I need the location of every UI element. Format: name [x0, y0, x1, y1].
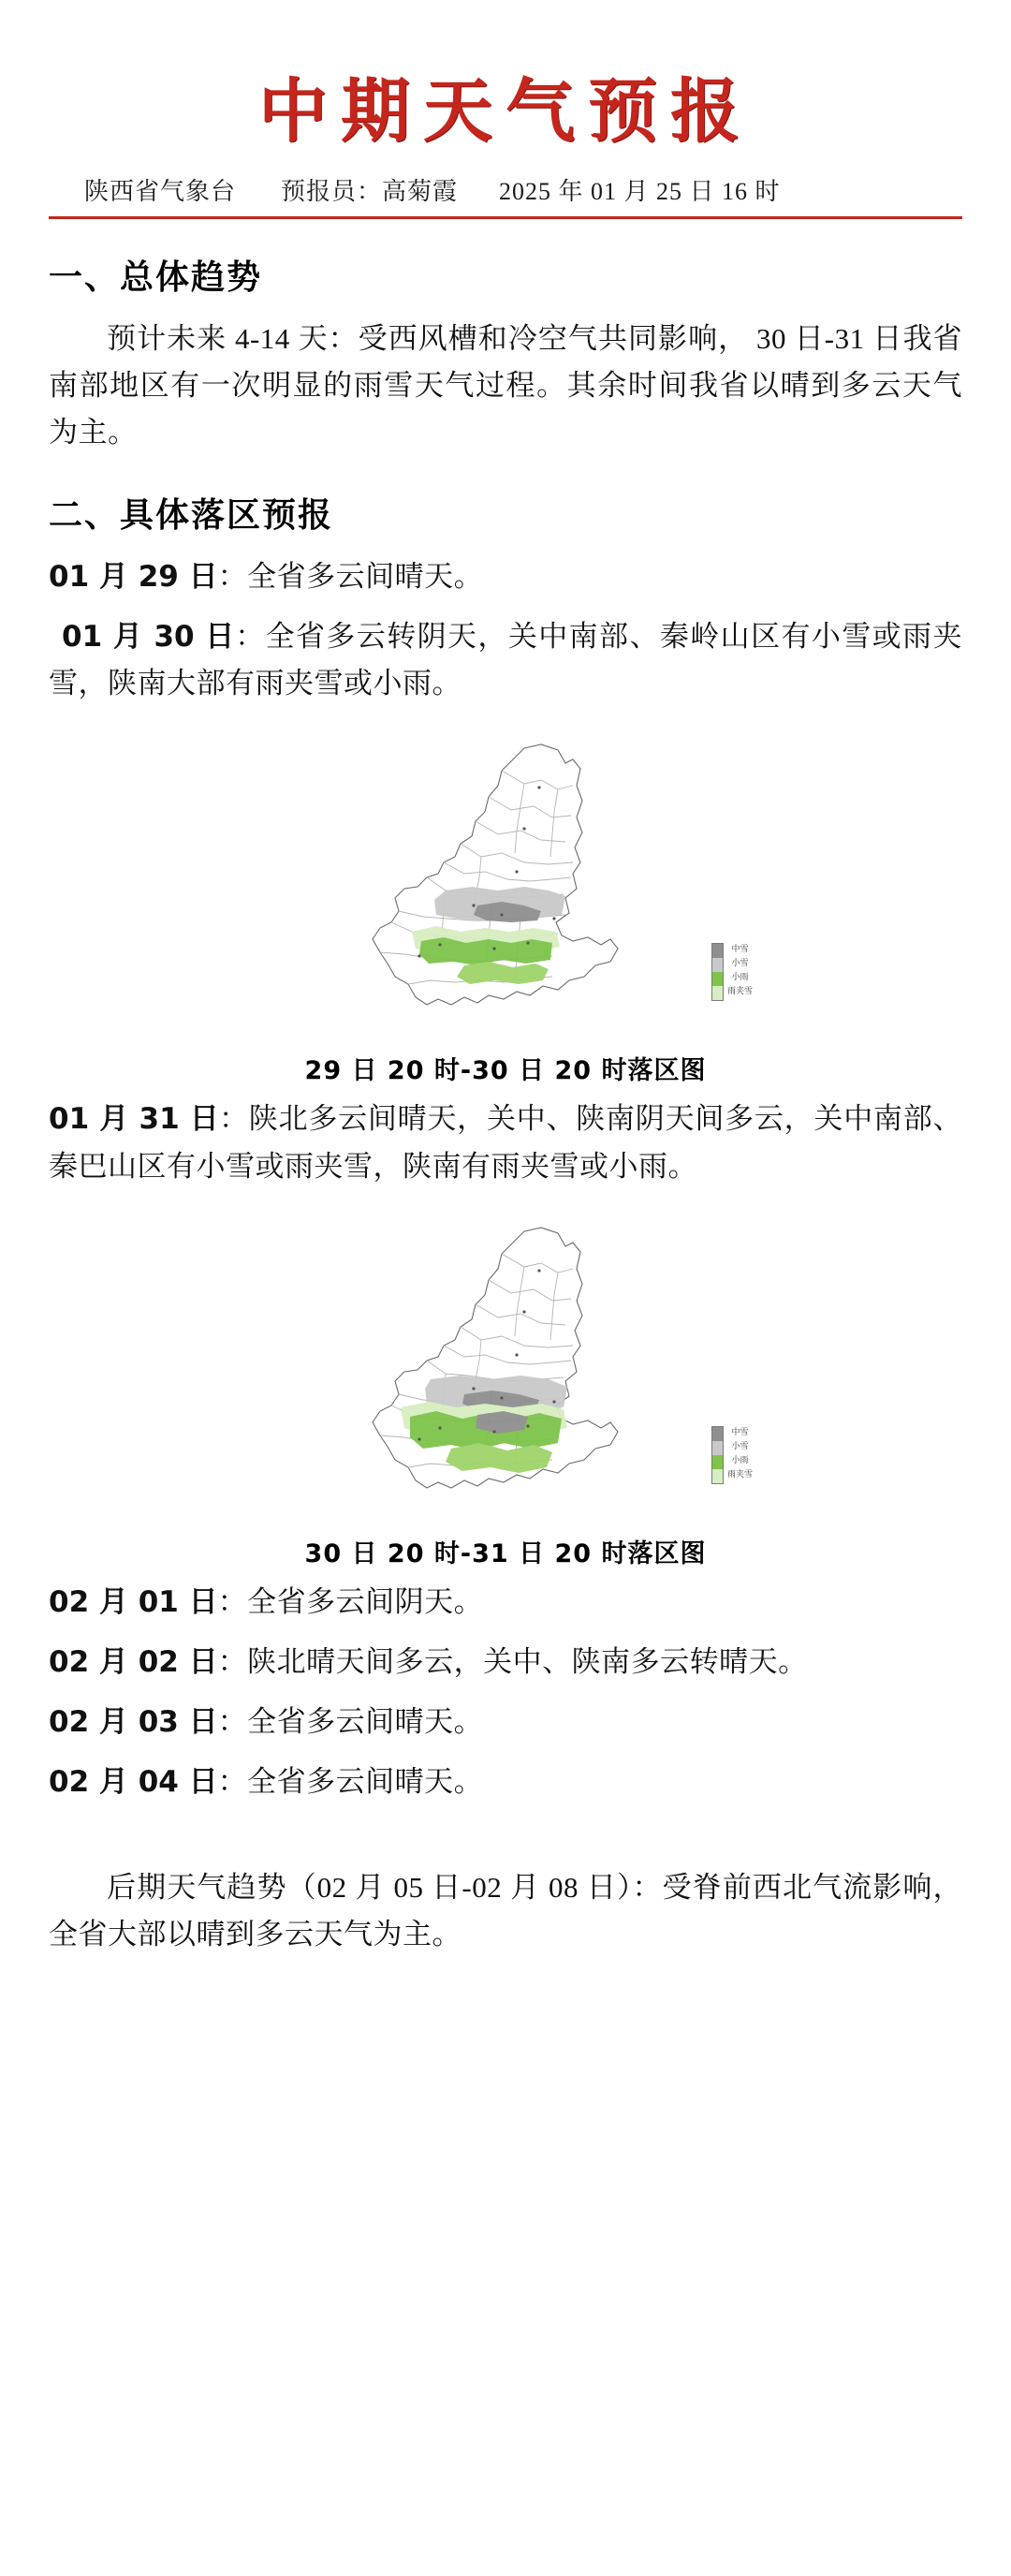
figure-precip-area-0129-0130	[49, 731, 962, 1086]
map-shaanxi-2	[243, 1214, 768, 1524]
section-heading-details: 二、具体落区预报	[49, 495, 334, 535]
issuing-organization: 陕西省气象台	[84, 178, 237, 205]
figure-caption-2: 30 日 20 时-31 日 20 时落区图	[304, 1538, 707, 1568]
section-heading-overview: 一、总体趋势	[49, 258, 263, 297]
spacer	[49, 1819, 962, 1864]
forecast-line-0130	[49, 613, 962, 707]
forecast-date-0129: 01 月 29 日	[49, 559, 218, 594]
forecast-date-0201: 02 月 01 日	[49, 1584, 218, 1619]
forecast-sep-0131: ：	[219, 1102, 249, 1136]
issue-timestamp: 2025 年 01 月 25 日 16 时	[499, 178, 781, 205]
forecast-date-0130: 01 月 30 日	[62, 619, 236, 654]
forecast-date-0203: 02 月 03 日	[49, 1705, 218, 1740]
legend-color-bar-2	[711, 1426, 724, 1484]
forecast-line-0204	[49, 1759, 962, 1805]
forecast-sep-0204: ：	[217, 1765, 248, 1799]
map-svg-2	[243, 1214, 768, 1524]
forecast-sep-0130: ：	[235, 619, 266, 653]
forecast-line-0129	[49, 553, 962, 600]
figure-precip-area-0130-0131	[49, 1214, 962, 1569]
forecast-line-0131	[49, 1096, 962, 1189]
byline	[49, 172, 962, 207]
legend-label-1-2: 小雨	[731, 973, 749, 983]
legend-label-1-3: 雨夹雪	[726, 987, 753, 997]
page-title: 中期天气预报	[258, 71, 753, 152]
legend-label-2-0: 中雪	[731, 1427, 749, 1437]
forecast-date-0131: 01 月 31 日	[49, 1102, 220, 1137]
forecast-text-0131: 陕北多云间晴天，关中、陕南阴天间多云，关中南部、秦巴山区有小雪或雨夹雪，陕南有雨夹雪或小雨。	[49, 1102, 963, 1183]
forecast-line-0202	[49, 1639, 962, 1685]
legend-2	[711, 1426, 753, 1484]
forecast-text-0129: 全省多云间晴天。	[247, 559, 484, 593]
legend-label-1-0: 中雪	[731, 945, 749, 955]
forecast-text-0204: 全省多云间晴天。	[247, 1765, 484, 1799]
legend-label-1-1: 小雪	[731, 959, 749, 969]
legend-label-2-2: 小雨	[731, 1455, 749, 1465]
legend-labels-1	[727, 943, 753, 999]
map-shaanxi-1	[243, 731, 768, 1040]
forecast-text-0201: 全省多云间阴天。	[247, 1584, 484, 1618]
forecast-sep-0201: ：	[217, 1584, 248, 1618]
legend-label-2-3: 雨夹雪	[726, 1469, 753, 1479]
late-period-trend-text: 后期天气趋势（02 月 05 日-02 月 08 日）：受脊前西北气流影响，全省大部以晴到多云天气为主。	[49, 1870, 962, 1950]
late-period-trend	[49, 1864, 962, 1958]
map-svg-1	[243, 731, 768, 1040]
legend-color-bar-1	[711, 943, 724, 1001]
forecast-text-0203: 全省多云间晴天。	[247, 1705, 484, 1739]
forecaster-name: 预报员：高菊霞	[281, 178, 459, 205]
forecast-line-0203	[49, 1699, 962, 1745]
legend-1	[711, 943, 753, 1001]
forecast-date-0204: 02 月 04 日	[49, 1765, 218, 1800]
forecast-date-0202: 02 月 02 日	[49, 1644, 218, 1679]
forecast-line-0201	[49, 1579, 962, 1626]
forecast-text-0130: 全省多云转阴天，关中南部、秦岭山区有小雪或雨夹雪，陕南大部有雨夹雪或小雨。	[49, 619, 962, 700]
legend-labels-2	[727, 1426, 753, 1482]
legend-label-2-1: 小雪	[731, 1441, 749, 1451]
byline-rule	[49, 172, 962, 219]
forecast-text-0202: 陕北晴天间多云，关中、陕南多云转晴天。	[247, 1644, 808, 1678]
forecast-sep-0129: ：	[217, 559, 248, 593]
figure-caption-1: 29 日 20 时-30 日 20 时落区图	[304, 1056, 707, 1086]
overview-paragraph: 预计未来 4-14 天：受西风槽和冷空气共同影响， 30 日-31 日我省南部地区有一次明显的雨雪天气过程。其余时间我省以晴到多云天气为主。	[49, 322, 962, 449]
forecast-sep-0202: ：	[217, 1644, 248, 1678]
forecast-sep-0203: ：	[217, 1705, 248, 1739]
